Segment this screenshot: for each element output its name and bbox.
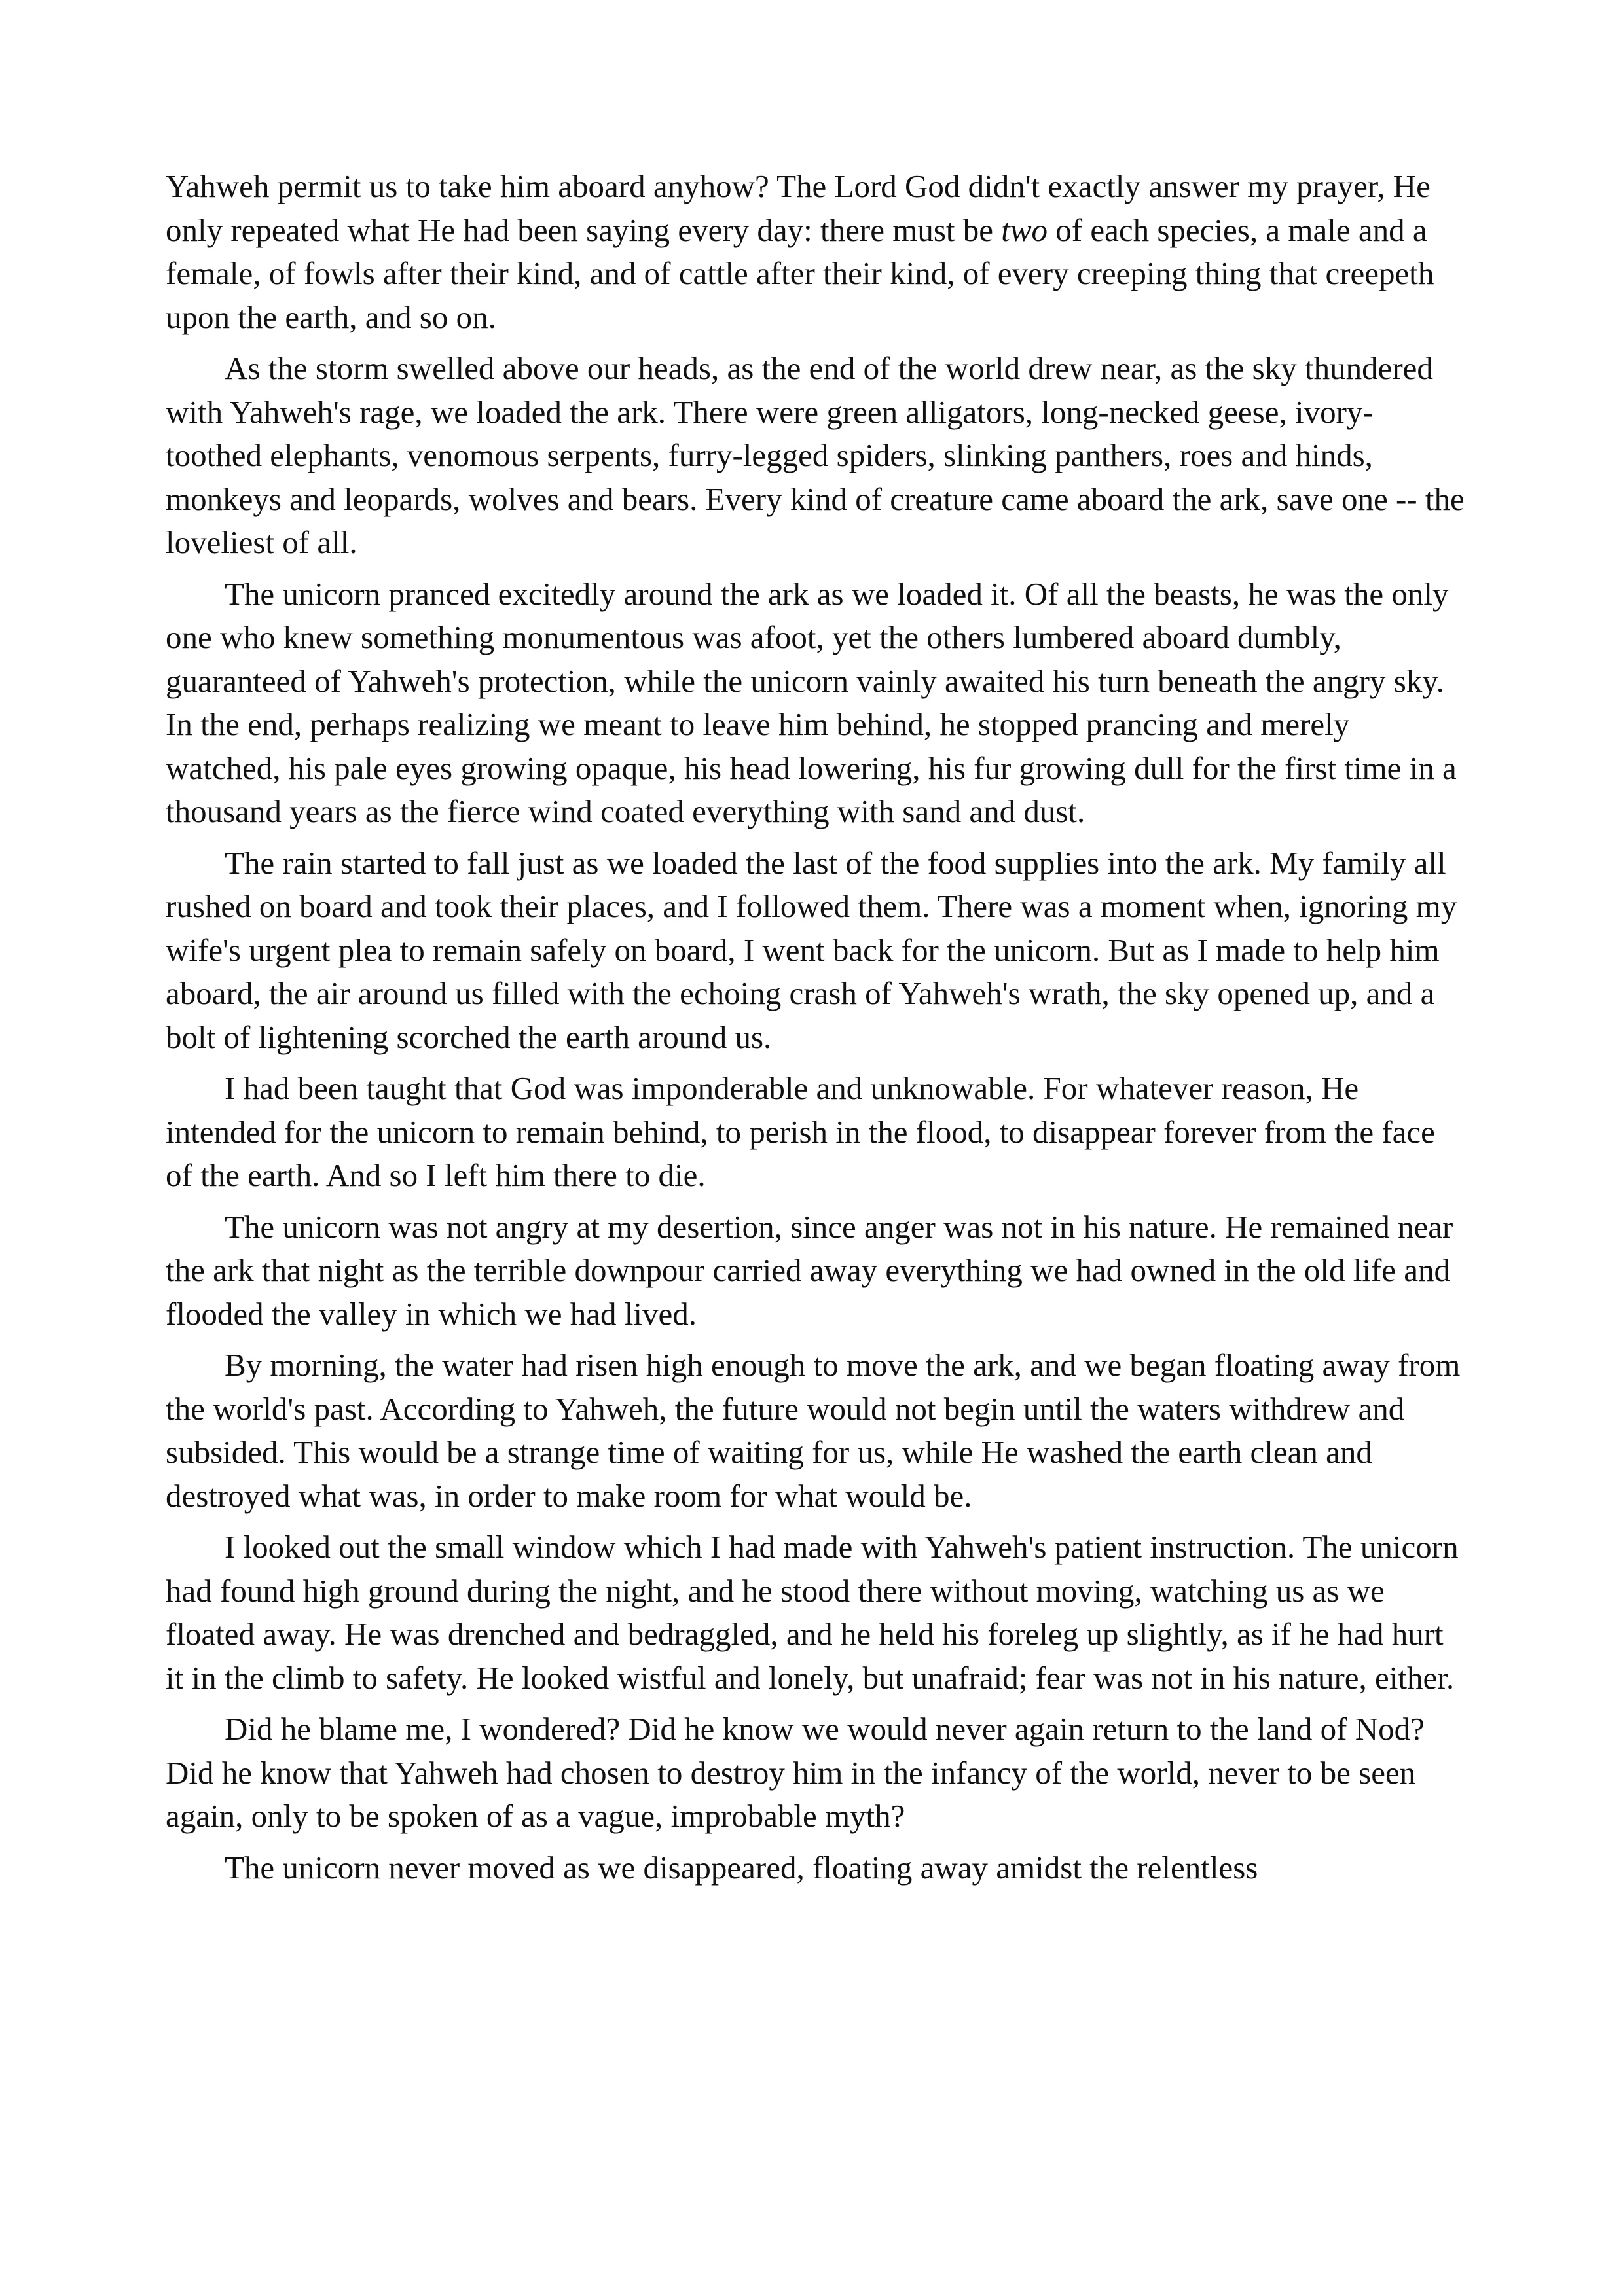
paragraph: The unicorn was not angry at my desertion, since anger was not in his nature. He remained near the ark that night as the terrible downpour carried away everything we had owned in the old life and flooded the valley in which we had lived.	[166, 1208, 1453, 1332]
paragraph: I had been taught that God was imponderable and unknowable. For whatever reason, He intended for the unicorn to remain behind, to perish in the flood, to disappear forever from the face of the earth. And so I left him there to die.	[166, 1070, 1435, 1193]
body-text	[166, 165, 1468, 1897]
paragraph-continuation	[166, 165, 1468, 339]
paragraph: The unicorn never moved as we disappeared, floating away amidst the relentless	[225, 1849, 1258, 1886]
paragraph: As the storm swelled above our heads, as the end of the world drew near, as the sky thundered with Yahweh's rage, we loaded the ark. There were green alligators, long-necked geese, ivory-toothed elephants, venomous serpents, furry-legged spiders, slinking panthers, roes and hinds, monkeys and leopards, wolves and bears. Every kind of creature came aboard the ark, save one -- the loveliest of all.	[166, 350, 1465, 560]
paragraph-text: of each species, a male and a female, of fowls after their kind, and of cattle after their kind, of every creeping thing that creepeth upon the earth, and so on.	[166, 211, 1434, 335]
paragraph: The rain started to fall just as we loaded the last of the food supplies into the ark. My family all rushed on board and took their places, and I followed them. There was a moment when, ignoring my wife's urgent plea to remain safely on board, I went back for the unicorn. But as I made to help him aboard, the air around us filled with the echoing crash of Yahweh's wrath, the sky opened up, and a bolt of lightening scorched the earth around us.	[166, 844, 1457, 1055]
paragraph: By morning, the water had risen high enough to move the ark, and we began floating away from the world's past. According to Yahweh, the future would not begin until the waters withdrew and subsided. This would be a strange time of waiting for us, while He washed the earth clean and destroyed what was, in order to make room for what would be.	[166, 1347, 1461, 1514]
paragraph-text: Yahweh permit us to take him aboard anyhow? The Lord God didn't exactly answer my prayer, He only repeated what He had been saying every day: there must be	[166, 168, 1431, 248]
emphasis-two: two	[1001, 211, 1048, 248]
paragraph: The unicorn pranced excitedly around the ark as we loaded it. Of all the beasts, he was the only one who knew something monumentous was afoot, yet the others lumbered aboard dumbly, guaranteed of Yahweh's protection, while the unicorn vainly awaited his turn beneath the angry sky. In the end, perhaps realizing we meant to leave him behind, he stopped prancing and merely watched, his pale eyes growing opaque, his head lowering, his fur growing dull for the first time in a thousand years as the fierce wind coated everything with sand and dust.	[166, 575, 1457, 829]
paragraph: I looked out the small window which I had made with Yahweh's patient instruction. The unicorn had found high ground during the night, and he stood there without moving, watching us as we floated away. He was drenched and bedraggled, and he held his foreleg up slightly, as if he had hurt it in the climb to safety. He looked wistful and lonely, but unafraid; fear was not in his nature, either.	[166, 1529, 1459, 1696]
paragraph: Did he blame me, I wondered? Did he know we would never again return to the land of Nod? Did he know that Yahweh had chosen to destroy him in the infancy of the world, never to be seen again, only to be spoken of as a vague, improbable myth?	[166, 1711, 1425, 1834]
